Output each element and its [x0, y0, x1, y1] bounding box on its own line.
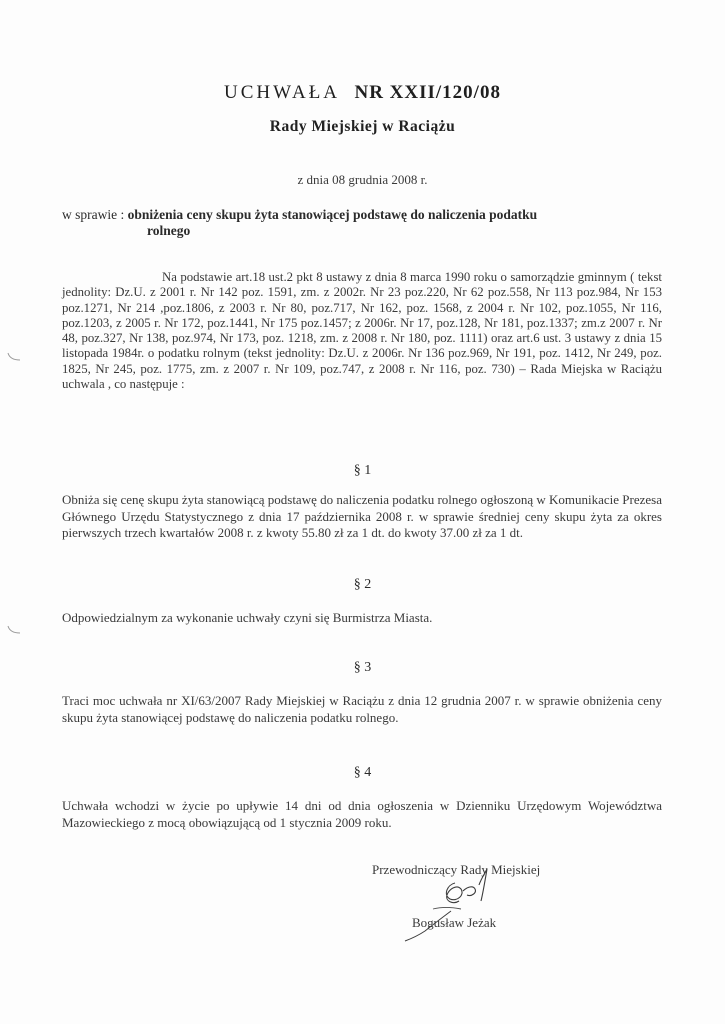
section-heading-4: § 4 — [353, 765, 372, 780]
section-text-4: Uchwała wchodzi w życie po upływie 14 dni od dnia ogłoszenia w Dzienniku Urzędowym Województwa Mazowieckiego z mocą obowiązującą od 1 stycznia 2009 roku. — [62, 798, 662, 830]
section-heading-2: § 2 — [353, 577, 372, 592]
subject-line-1: obniżenia ceny skupu żyta stanowiącej podstawę do naliczenia podatku — [127, 207, 538, 222]
subject-line-2: rolnego — [147, 223, 191, 238]
scan-margin-mark — [6, 625, 22, 635]
scan-margin-mark — [6, 352, 22, 362]
title-prefix: UCHWAŁA — [224, 82, 339, 103]
document-title — [0, 82, 725, 104]
signatory-name: Bogusław Jeżak — [412, 915, 497, 930]
subject-lead: w sprawie : — [62, 207, 125, 222]
title-number: NR XXII/120/08 — [354, 82, 501, 103]
section-text-3: Traci moc uchwała nr XI/63/2007 Rady Miejskiej w Raciążu z dnia 12 grudnia 2007 r. w sprawie obniżenia ceny skupu żyta stanowiącej podstawę do naliczenia podatku rolnego. — [62, 693, 662, 725]
signature-title: Przewodniczący Rady Miejskiej — [372, 862, 541, 877]
document-date: z dnia 08 grudnia 2008 r. — [297, 172, 428, 187]
section-heading-1: § 1 — [353, 463, 372, 478]
subject-block — [62, 207, 662, 239]
section-text-2: Odpowiedzialnym za wykonanie uchwały czyni się Burmistrza Miasta. — [62, 610, 433, 625]
issuer-name: Rady Miejskiej w Raciążu — [269, 118, 456, 135]
section-text-1: Obniża się cenę skupu żyta stanowiącą podstawę do naliczenia podatku rolnego ogłoszoną w Komunikacie Prezesa Głównego Urzędu Statystycznego z dnia 17 października 2008 r. w sprawie średniej ceny skupu żyta za okres pierwszych trzech kwartałów 2008 r. z kwoty 55.80 zł za 1 dt. do kwoty 37.00 zł za 1 dt. — [62, 492, 662, 540]
legal-basis-paragraph: Na podstawie art.18 ust.2 pkt 8 ustawy z dnia 8 marca 1990 roku o samorządzie gminnym ( tekst jednolity: Dz.U. z 2001 r. Nr 142 poz. 1591, zm. z 2002r. Nr 23 poz.220, Nr 62 poz.558, Nr 113 poz.984, Nr 153 poz.1271, Nr 214 ,poz.1806, z 2003 r. Nr 80, poz.717, Nr 162, poz. 1568, z 2004 r. Nr 102, poz.1055, Nr 116, poz.1203, z 2005 r. Nr 172, poz.1441, Nr 175 poz.1457; z 2006r. Nr 17, poz.128, Nr 181, poz.1337; zm.z 2007 r. Nr 48, poz.327, Nr 138, poz.974, Nr 173, poz. 1218, zm. z 2008 r. Nr 180, poz. 1111) oraz art.6 ust. 3 ustawy z dnia 15 listopada 1984r. o podatku rolnym (tekst jednolity: Dz.U. z 2006r. Nr 136 poz.969, Nr 191, poz. 1412, Nr 249, poz. 1825, Nr 245, poz. 1775, zm. z 2007 r. Nr 109, poz.747, z 2008 r. Nr 116, poz. 730) – Rada Miejska w Raciążu uchwala , co następuje : — [62, 270, 662, 392]
handwritten-signature — [395, 865, 515, 945]
section-heading-3: § 3 — [353, 660, 372, 675]
